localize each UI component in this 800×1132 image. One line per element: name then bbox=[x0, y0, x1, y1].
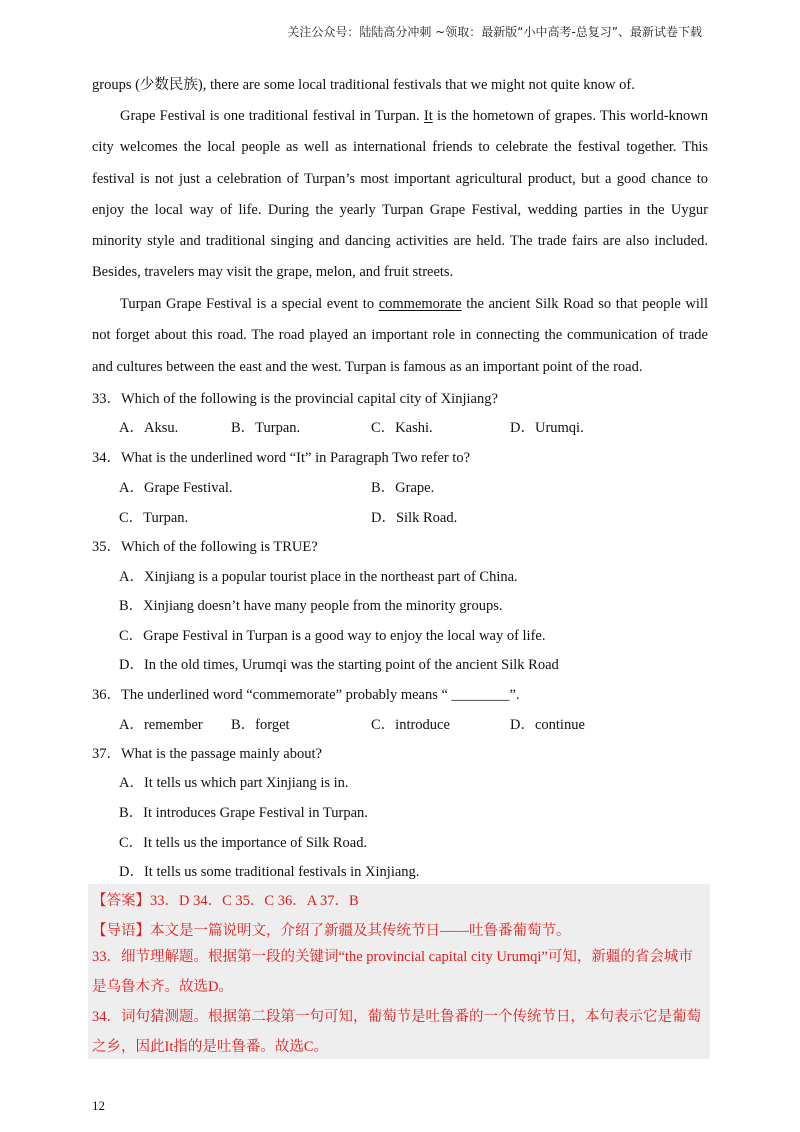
paragraph-3-rest: the ancient Silk Road so that people will not forget about this road. The road played an important role in connecting the communication of trade and cultures between the east and the west. Turpan is famous as an important point of the road. bbox=[92, 296, 708, 375]
explanation-34: 34．词句猜测题。根据第二段第一句可知，葡萄节是吐鲁番的一个传统节日，本句表示它是葡萄之乡，因此It指的是吐鲁番。故选C。 bbox=[92, 1009, 701, 1055]
page-number: 12 bbox=[92, 1098, 105, 1113]
q36-option-d: D．continue bbox=[510, 717, 585, 733]
q37-option-c: C．It tells us the importance of Silk Road. bbox=[119, 835, 368, 851]
q34-option-c: C．Turpan. bbox=[119, 510, 189, 526]
question-36: 36．The underlined word “commemorate” probably means “ ________”. bbox=[92, 687, 520, 703]
paragraph-2-rest: is the hometown of grapes. This world-known city welcomes the local people as well as international friends to celebrate the festival together. This festival is not just a celebration of Turpan’s most important agricultural product, but a good chance to enjoy the local way of life. During the yearly Turpan Grape Festival, wedding parties in the Uygur minority style and traditional singing and dancing activities are held. The trade fairs are also included. Besides, travelers may visit the grape, melon, and fruit streets. bbox=[92, 108, 709, 281]
q36-option-b: B．forget bbox=[231, 717, 290, 733]
q33-option-b: B．Turpan. bbox=[231, 420, 301, 436]
answer-key: 【答案】33．D 34．C 35．C 36．A 37．B bbox=[92, 893, 359, 909]
q35-option-c: C．Grape Festival in Turpan is a good way to enjoy the local way of life. bbox=[119, 628, 546, 644]
question-35: 35．Which of the following is TRUE? bbox=[92, 539, 318, 555]
q34-option-d: D．Silk Road. bbox=[371, 510, 458, 526]
q35-option-d: D．In the old times, Urumqi was the starting point of the ancient Silk Road bbox=[119, 657, 559, 673]
q36-option-a: A．remember bbox=[119, 717, 203, 733]
paragraph-3-start: Turpan Grape Festival is a special event to bbox=[120, 296, 379, 312]
question-34: 34．What is the underlined word “It” in Paragraph Two refer to? bbox=[92, 450, 471, 466]
q35-option-a: A．Xinjiang is a popular tourist place in the northeast part of China. bbox=[119, 569, 518, 585]
q37-option-b: B．It introduces Grape Festival in Turpan. bbox=[119, 805, 368, 821]
explanation-33: 33．细节理解题。根据第一段的关键词“the provincial capital city Urumqi”可知，新疆的省会城市是乌鲁木齐。故选D。 bbox=[92, 949, 693, 995]
guide-text: 【导语】本文是一篇说明文，介绍了新疆及其传统节日——吐鲁番葡萄节。 bbox=[92, 923, 571, 939]
answer-section bbox=[88, 884, 710, 1059]
q33-option-c: C．Kashi. bbox=[371, 420, 433, 436]
q37-option-a: A．It tells us which part Xinjiang is in. bbox=[119, 775, 349, 791]
q33-option-d: D．Urumqi. bbox=[510, 420, 584, 436]
question-33: 33．Which of the following is the provincial capital city of Xinjiang? bbox=[92, 391, 498, 407]
page-header: 关注公众号：陆陆高分冲刺 ~领取：最新版“小中高考-总复习”、最新试卷下载 bbox=[287, 25, 702, 39]
q34-option-a: A．Grape Festival. bbox=[119, 480, 233, 496]
passage-paragraph-3 bbox=[92, 289, 708, 383]
q35-option-b: B．Xinjiang doesn’t have many people from the minority groups. bbox=[119, 598, 503, 614]
q34-option-b: B．Grape. bbox=[371, 480, 435, 496]
underlined-word-commemorate: commemorate bbox=[378, 296, 462, 312]
underlined-word-it: It bbox=[423, 108, 433, 124]
question-37: 37．What is the passage mainly about? bbox=[92, 746, 322, 762]
q37-option-d: D．It tells us some traditional festivals in Xinjiang. bbox=[119, 864, 420, 880]
passage-paragraph-1-tail: groups (少数民族), there are some local traditional festivals that we might not quite know of. bbox=[92, 77, 635, 93]
q33-option-a: A．Aksu. bbox=[119, 420, 179, 436]
passage-paragraph-2 bbox=[92, 101, 708, 289]
q36-option-c: C．introduce bbox=[371, 717, 450, 733]
paragraph-2-start: Grape Festival is one traditional festival in Turpan. bbox=[120, 108, 424, 124]
